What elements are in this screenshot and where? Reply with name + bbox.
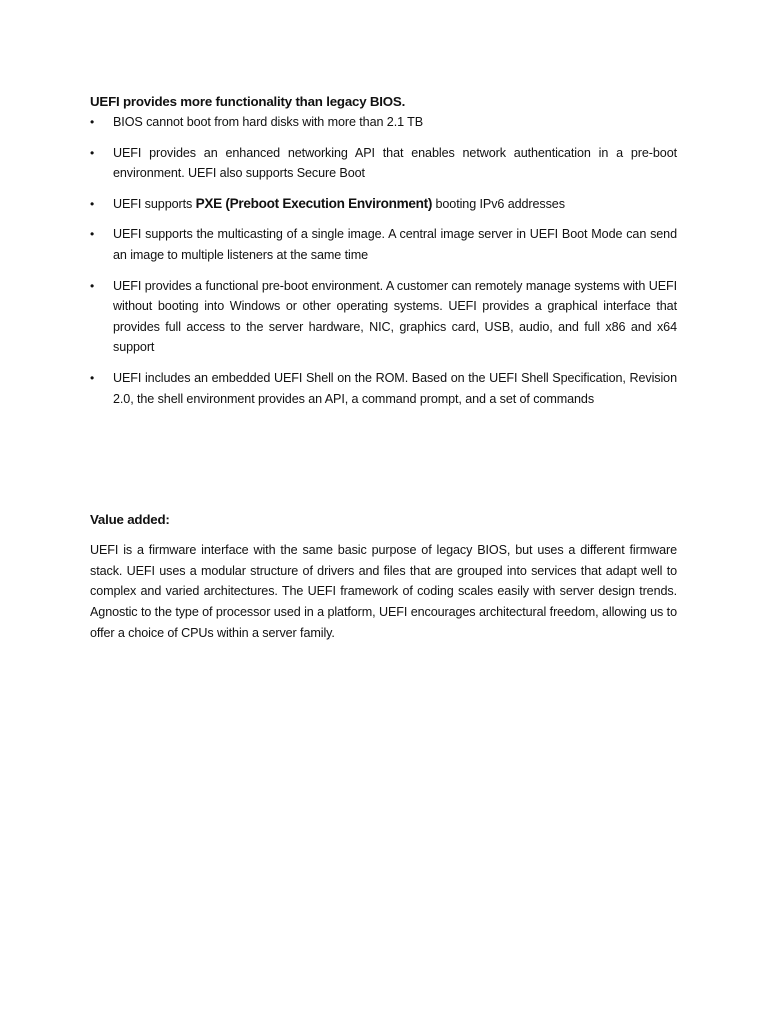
- bullet-icon: •: [90, 370, 95, 385]
- list-item-text: BIOS cannot boot from hard disks with more than 2.1 TB: [113, 115, 424, 129]
- bullet-icon: •: [90, 227, 95, 242]
- list-item: [90, 368, 677, 409]
- value-added-paragraph: UEFI is a firmware interface with the same basic purpose of legacy BIOS, but uses a different firmware stack. UEFI uses a modular structure of drivers and files that are grouped into services that adapt well to complex and varied architectures. The UEFI framework of coding scales easily with server design trends. Agnostic to the type of processor used in a platform, UEFI encourages architectural freedom, allowing us to offer a choice of CPUs within a server family.: [90, 543, 677, 640]
- uefi-feature-list: [90, 112, 677, 409]
- pxe-bold-term: PXE (Preboot Execution Environment): [195, 195, 433, 211]
- list-item-text: UEFI provides a functional pre-boot environment. A customer can remotely manage systems with UEFI without booting into Windows or other operating systems. UEFI provides a graphical interface that provides full access to the server hardware, NIC, graphics card, USB, audio, and full x86 and x64 support: [113, 278, 677, 355]
- list-item: [90, 276, 677, 358]
- bullet-icon: •: [90, 115, 95, 129]
- list-item: [90, 112, 677, 133]
- list-item-text-after: booting IPv6 addresses: [432, 196, 565, 211]
- list-item: [90, 224, 677, 265]
- list-item-text: UEFI provides an enhanced networking API that enables network authentication in a pre-boot environment. UEFI also supports Secure Boot: [113, 145, 677, 181]
- list-item-text: UEFI supports the multicasting of a single image. A central image server in UEFI Boot Mode can send an image to multiple listeners at the same time: [113, 227, 677, 262]
- list-item-text: UEFI includes an embedded UEFI Shell on the ROM. Based on the UEFI Shell Specification, Revision 2.0, the shell environment provides an API, a command prompt, and a set of commands: [113, 370, 677, 406]
- bullet-icon: •: [90, 278, 95, 293]
- bullet-icon: •: [90, 145, 95, 160]
- list-item: [90, 194, 677, 215]
- section-heading-value-added: Value added:: [90, 512, 170, 528]
- list-item: [90, 143, 677, 184]
- section-heading-uefi-functionality: UEFI provides more functionality than legacy BIOS.: [90, 94, 406, 109]
- bullet-icon: •: [90, 196, 95, 211]
- list-item-text-before: UEFI supports: [113, 196, 196, 211]
- document-page: [90, 92, 677, 656]
